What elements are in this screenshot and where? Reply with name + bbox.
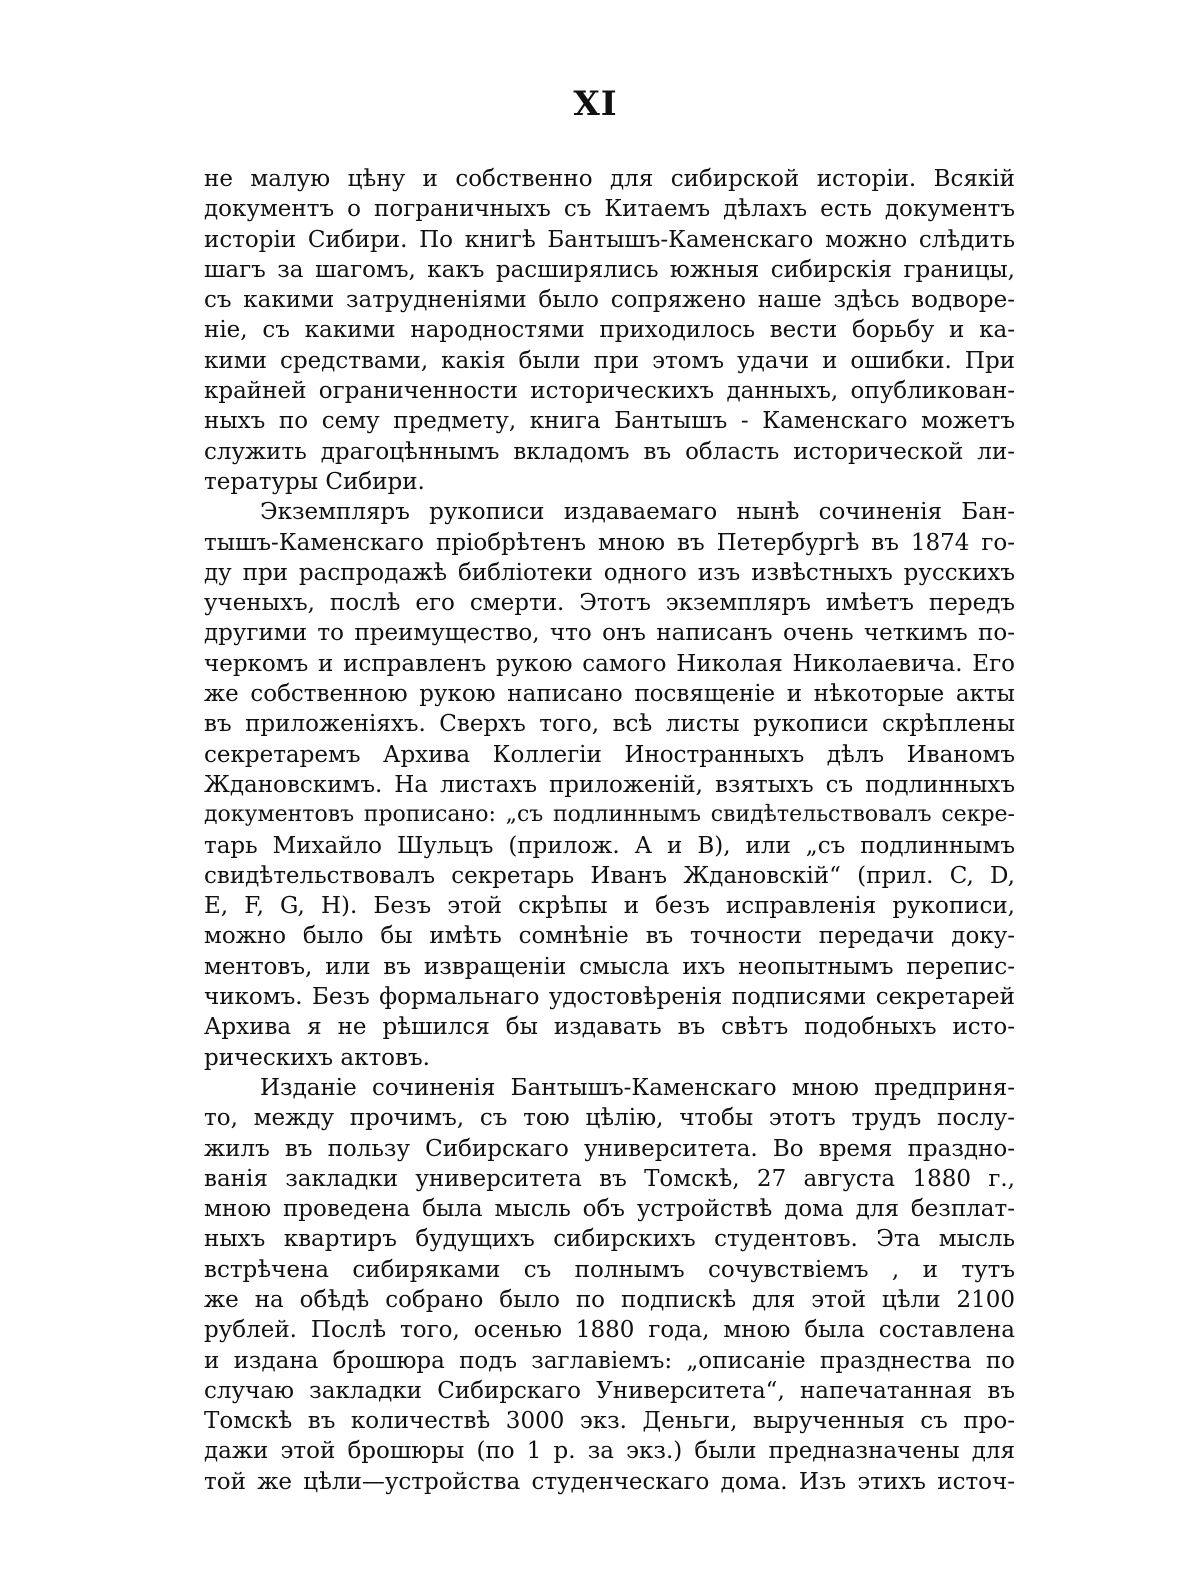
text-line: документъ о пограничныхъ съ Китаемъ дѣлахъ есть документъ <box>204 196 1015 223</box>
text-line: документовъ прописано: „съ подлиннымъ свидѣтельствовалъ секре- <box>204 802 1015 828</box>
text-line: служить драгоцѣннымъ вкладомъ въ область исторической ли- <box>204 438 1015 465</box>
text-line: рическихъ актовъ. <box>204 1044 430 1071</box>
text-line: той же цѣли—устройства студенческаго дома. Изъ этихъ источ- <box>204 1468 1015 1495</box>
text-line: встрѣчена сибиряками съ полнымъ сочувствіемъ , и тутъ <box>204 1256 1015 1283</box>
text-line: Ждановскимъ. На листахъ приложеній, взятыхъ съ подлинныхъ <box>204 771 1015 798</box>
text-line: же на обѣдѣ собрано было по подпискѣ для этой цѣли 2100 <box>204 1286 1015 1313</box>
text-line: свидѣтельствовалъ секретарь Иванъ Ждановскій“ (прил. C, D, <box>204 862 1015 889</box>
page-number: XI <box>573 84 618 124</box>
text-line: кими средствами, какія были при этомъ удачи и ошибки. При <box>204 347 1015 374</box>
text-line: ментовъ, или въ извращеніи смысла ихъ неопытнымъ перепис- <box>204 953 1015 980</box>
text-line: же собственною рукою написано посвященіе и нѣкоторые акты <box>204 681 1015 708</box>
text-line: ныхъ квартиръ будущихъ сибирскихъ студентовъ. Эта мысль <box>204 1226 1015 1253</box>
text-line: ніе, съ какими народностями приходилось вести борьбу и ка- <box>204 317 1015 344</box>
text-line: секретаремъ Архива Коллегіи Иностранныхъ дѣлъ Иваномъ <box>204 741 1015 768</box>
text-line: ныхъ по сему предмету, книга Бантышъ - Каменскаго можетъ <box>204 408 1015 435</box>
text-line: тературы Сибири. <box>204 468 425 495</box>
text-line: чикомъ. Безъ формальнаго удостовѣренія подписями секретарей <box>204 984 1015 1011</box>
text-line: не малую цѣну и собственно для сибирской исторіи. Всякій <box>204 166 1015 192</box>
text-line: ученыхъ, послѣ его смерти. Этотъ экземпляръ имѣетъ передъ <box>204 590 1015 617</box>
text-line: можно было бы имѣть сомнѣніе въ точности передачи доку- <box>204 923 1015 950</box>
text-line: черкомъ и исправленъ рукою самого Николая Николаевича. Его <box>204 650 1015 677</box>
text-line: въ приложеніяхъ. Сверхъ того, всѣ листы рукописи скрѣплены <box>204 711 1015 738</box>
text-line: другими то преимущество, что онъ написанъ очень четкимъ по- <box>204 620 1015 647</box>
text-line: и издана брошюра подъ заглавіемъ: „описаніе празднества по <box>204 1347 1015 1374</box>
text-line: случаю закладки Сибирскаго Университета“, напечатанная въ <box>204 1377 1015 1404</box>
text-line: Архива я не рѣшился бы издавать въ свѣтъ подобныхъ исто- <box>204 1014 1015 1041</box>
text-line: жилъ въ пользу Сибирскаго университета. Во время праздно- <box>204 1135 1015 1162</box>
text-line: E, F, G, H). Безъ этой скрѣпы и безъ исправленія рукописи, <box>204 893 1015 920</box>
text-line: мною проведена была мысль объ устройствѣ дома для безплат- <box>204 1196 1015 1223</box>
text-line: ванія закладки университета въ Томскѣ, 27 августа 1880 г., <box>204 1165 1015 1192</box>
text-line: Изданіе сочиненія Бантышъ-Каменскаго мною предприня- <box>260 1074 1015 1101</box>
text-line: Экземпляръ рукописи издаваемаго нынѣ сочиненія Бан- <box>260 499 1015 526</box>
text-line: тарь Михайло Шульцъ (прилож. А и В), или „съ подлиннымъ <box>204 832 1015 859</box>
text-line: крайней ограниченности историческихъ данныхъ, опубликован- <box>204 378 1015 405</box>
text-line: рублей. Послѣ того, осенью 1880 года, мною была составлена <box>204 1317 1015 1344</box>
text-line: Томскѣ въ количествѣ 3000 экз. Деньги, вырученныя съ про- <box>204 1408 1015 1435</box>
text-line: то, между прочимъ, съ тою цѣлію, чтобы этотъ трудъ послу- <box>204 1105 1015 1132</box>
text-line: ду при распродажѣ библіотеки одного изъ извѣстныхъ русскихъ <box>204 559 1015 586</box>
text-line: дажи этой брошюры (по 1 р. за экз.) были предназначены для <box>204 1438 1015 1465</box>
body-text <box>204 164 1015 1497</box>
text-line: исторіи Сибири. По книгѣ Бантышъ-Каменскаго можно слѣдить <box>204 226 1015 253</box>
text-line: шагъ за шагомъ, какъ расширялись южныя сибирскія границы, <box>204 256 1015 283</box>
text-line: тышъ-Каменскаго пріобрѣтенъ мною въ Петербургѣ въ 1874 го- <box>204 529 1015 556</box>
text-line: съ какими затрудненіями было сопряжено наше здѣсь водворе- <box>204 287 1015 314</box>
